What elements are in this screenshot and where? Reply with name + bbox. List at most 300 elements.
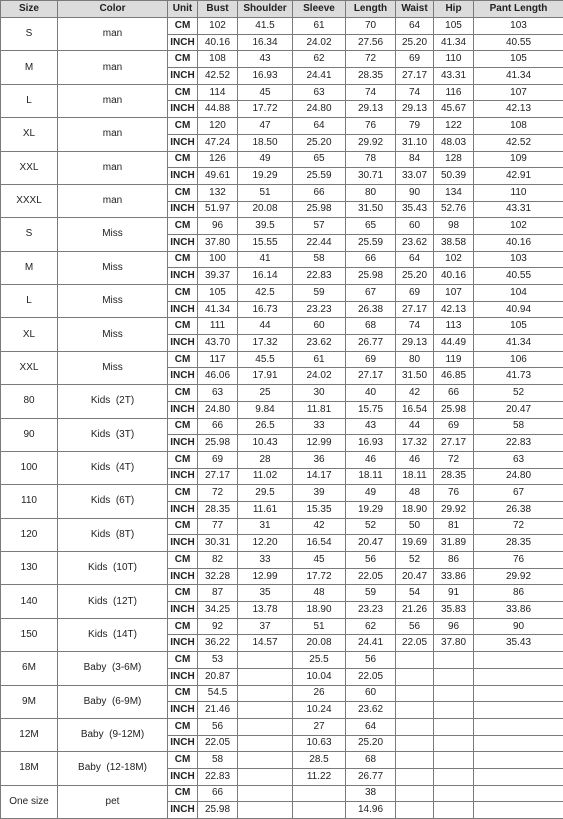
measurement-cell: 31.10 (396, 134, 434, 151)
measurement-cell: 96 (198, 218, 238, 235)
measurement-cell: 114 (198, 84, 238, 101)
measurement-cell (434, 768, 474, 785)
measurement-cell: 23.23 (293, 301, 346, 318)
header-row (1, 1, 563, 18)
size-cell: 150 (1, 618, 58, 651)
measurement-cell: 61 (293, 18, 346, 35)
measurement-cell (238, 785, 293, 802)
measurement-cell (396, 785, 434, 802)
measurement-cell: 59 (346, 585, 396, 602)
measurement-cell: 106 (474, 351, 563, 368)
measurement-cell: 92 (198, 618, 238, 635)
unit-cell: CM (168, 218, 198, 235)
measurement-cell: 22.83 (293, 268, 346, 285)
measurement-cell: 105 (474, 51, 563, 68)
size-cell: 80 (1, 385, 58, 418)
unit-cell: INCH (168, 34, 198, 51)
color-cell: man (58, 151, 168, 184)
measurement-cell: 52 (346, 518, 396, 535)
color-cell: Miss (58, 351, 168, 384)
color-cell: man (58, 51, 168, 84)
measurement-cell: 15.35 (293, 501, 346, 518)
measurement-cell: 43.31 (474, 201, 563, 218)
measurement-cell: 19.29 (238, 168, 293, 185)
measurement-cell: 41.34 (434, 34, 474, 51)
measurement-cell: 64 (396, 18, 434, 35)
color-cell: Baby (6-9M) (58, 685, 168, 718)
table-row (1, 18, 563, 35)
measurement-cell (396, 702, 434, 719)
measurement-cell: 22.44 (293, 234, 346, 251)
measurement-cell: 40.16 (434, 268, 474, 285)
measurement-cell: 23.62 (346, 702, 396, 719)
table-row (1, 652, 563, 669)
table-row (1, 585, 563, 602)
table-row (1, 685, 563, 702)
measurement-cell: 30.71 (346, 168, 396, 185)
unit-cell: CM (168, 752, 198, 769)
measurement-cell: 51 (238, 184, 293, 201)
unit-cell: CM (168, 418, 198, 435)
measurement-cell: 63 (198, 385, 238, 402)
measurement-cell: 105 (474, 318, 563, 335)
measurement-cell: 96 (434, 618, 474, 635)
measurement-cell: 27.17 (346, 368, 396, 385)
measurement-cell: 48 (396, 485, 434, 502)
size-cell: S (1, 218, 58, 251)
measurement-cell: 76 (346, 118, 396, 135)
measurement-cell: 68 (346, 752, 396, 769)
measurement-cell: 41 (238, 251, 293, 268)
measurement-cell: 50.39 (434, 168, 474, 185)
measurement-cell: 47.24 (198, 134, 238, 151)
measurement-cell: 57 (293, 218, 346, 235)
measurement-cell: 107 (434, 285, 474, 302)
measurement-cell: 14.17 (293, 468, 346, 485)
measurement-cell: 26 (293, 685, 346, 702)
measurement-cell: 102 (474, 218, 563, 235)
unit-cell: CM (168, 184, 198, 201)
measurement-cell: 25.98 (293, 201, 346, 218)
table-row (1, 251, 563, 268)
unit-cell: INCH (168, 101, 198, 118)
size-cell: L (1, 84, 58, 117)
measurement-cell: 12.99 (293, 435, 346, 452)
measurement-cell: 65 (293, 151, 346, 168)
measurement-cell: 28.35 (474, 535, 563, 552)
measurement-cell: 28.35 (346, 68, 396, 85)
table-row (1, 318, 563, 335)
unit-cell: CM (168, 351, 198, 368)
unit-cell: INCH (168, 201, 198, 218)
measurement-cell: 76 (474, 552, 563, 569)
measurement-cell: 38.58 (434, 234, 474, 251)
color-cell: man (58, 184, 168, 217)
measurement-cell: 62 (293, 51, 346, 68)
table-row (1, 51, 563, 68)
measurement-cell: 20.47 (346, 535, 396, 552)
measurement-cell: 25.20 (346, 735, 396, 752)
measurement-cell (474, 752, 563, 769)
measurement-cell: 32.28 (198, 568, 238, 585)
size-cell: XXL (1, 351, 58, 384)
measurement-cell: 43.70 (198, 335, 238, 352)
measurement-cell: 70 (346, 18, 396, 35)
measurement-cell: 105 (434, 18, 474, 35)
unit-cell: INCH (168, 335, 198, 352)
measurement-cell (238, 652, 293, 669)
header-waist: Waist (396, 1, 434, 18)
measurement-cell: 23.62 (396, 234, 434, 251)
measurement-cell: 18.11 (396, 468, 434, 485)
measurement-cell: 46.85 (434, 368, 474, 385)
measurement-cell: 66 (346, 251, 396, 268)
measurement-cell: 77 (198, 518, 238, 535)
measurement-cell (238, 685, 293, 702)
table-body (1, 18, 563, 819)
measurement-cell: 48.03 (434, 134, 474, 151)
measurement-cell: 25.59 (293, 168, 346, 185)
measurement-cell: 39.37 (198, 268, 238, 285)
measurement-cell: 26.38 (346, 301, 396, 318)
measurement-cell: 40 (346, 385, 396, 402)
measurement-cell: 21.26 (396, 602, 434, 619)
measurement-cell: 56 (396, 618, 434, 635)
measurement-cell: 21.46 (198, 702, 238, 719)
measurement-cell: 74 (396, 84, 434, 101)
measurement-cell: 19.29 (346, 501, 396, 518)
size-cell: 120 (1, 518, 58, 551)
unit-cell: CM (168, 552, 198, 569)
measurement-cell: 20.47 (396, 568, 434, 585)
measurement-cell: 17.91 (238, 368, 293, 385)
measurement-cell: 27.56 (346, 34, 396, 51)
measurement-cell: 54 (396, 585, 434, 602)
color-cell: Kids (6T) (58, 485, 168, 518)
measurement-cell: 98 (434, 218, 474, 235)
color-cell: Baby (12-18M) (58, 752, 168, 785)
measurement-cell: 66 (293, 184, 346, 201)
color-cell: man (58, 18, 168, 51)
unit-cell: INCH (168, 68, 198, 85)
measurement-cell: 28.5 (293, 752, 346, 769)
measurement-cell: 63 (474, 451, 563, 468)
measurement-cell: 76 (434, 485, 474, 502)
measurement-cell: 102 (198, 18, 238, 35)
measurement-cell: 25.98 (434, 401, 474, 418)
measurement-cell: 24.80 (474, 468, 563, 485)
measurement-cell: 69 (396, 51, 434, 68)
measurement-cell: 29.13 (396, 101, 434, 118)
measurement-cell (434, 668, 474, 685)
measurement-cell: 82 (198, 552, 238, 569)
measurement-cell: 15.75 (346, 401, 396, 418)
measurement-cell: 27 (293, 718, 346, 735)
color-cell: Kids (4T) (58, 451, 168, 484)
measurement-cell: 87 (198, 585, 238, 602)
measurement-cell: 113 (434, 318, 474, 335)
size-cell: 6M (1, 652, 58, 685)
header-bust: Bust (198, 1, 238, 18)
size-cell: 90 (1, 418, 58, 451)
measurement-cell: 18.90 (293, 602, 346, 619)
measurement-cell: 24.41 (346, 635, 396, 652)
measurement-cell: 11.02 (238, 468, 293, 485)
measurement-cell: 49.61 (198, 168, 238, 185)
measurement-cell (434, 718, 474, 735)
measurement-cell: 20.08 (293, 635, 346, 652)
measurement-cell: 33 (293, 418, 346, 435)
measurement-cell: 51.97 (198, 201, 238, 218)
measurement-cell: 29.92 (474, 568, 563, 585)
measurement-cell: 60 (346, 685, 396, 702)
measurement-cell: 80 (346, 184, 396, 201)
measurement-cell: 42 (396, 385, 434, 402)
measurement-cell (238, 668, 293, 685)
measurement-cell: 103 (474, 18, 563, 35)
measurement-cell: 42.5 (238, 285, 293, 302)
measurement-cell (396, 735, 434, 752)
unit-cell: CM (168, 785, 198, 802)
size-cell: One size (1, 785, 58, 818)
measurement-cell: 42.91 (474, 168, 563, 185)
unit-cell: INCH (168, 234, 198, 251)
size-cell: M (1, 251, 58, 284)
measurement-cell: 31.89 (434, 535, 474, 552)
measurement-cell (238, 768, 293, 785)
measurement-cell: 17.72 (293, 568, 346, 585)
header-unit: Unit (168, 1, 198, 18)
measurement-cell (396, 668, 434, 685)
measurement-cell: 25.5 (293, 652, 346, 669)
measurement-cell: 24.41 (293, 68, 346, 85)
measurement-cell: 65 (346, 218, 396, 235)
measurement-cell (474, 768, 563, 785)
measurement-cell: 37.80 (434, 635, 474, 652)
measurement-cell (293, 785, 346, 802)
measurement-cell (474, 685, 563, 702)
measurement-cell: 45 (293, 552, 346, 569)
measurement-cell: 12.99 (238, 568, 293, 585)
measurement-cell: 42.13 (434, 301, 474, 318)
measurement-cell: 60 (396, 218, 434, 235)
unit-cell: CM (168, 718, 198, 735)
measurement-cell: 24.02 (293, 34, 346, 51)
measurement-cell: 134 (434, 184, 474, 201)
measurement-cell: 14.57 (238, 635, 293, 652)
measurement-cell: 30.31 (198, 535, 238, 552)
measurement-cell (474, 735, 563, 752)
measurement-cell: 48 (293, 585, 346, 602)
table-row (1, 184, 563, 201)
unit-cell: CM (168, 118, 198, 135)
unit-cell: CM (168, 151, 198, 168)
measurement-cell: 29.13 (346, 101, 396, 118)
measurement-cell: 16.54 (293, 535, 346, 552)
table-row (1, 451, 563, 468)
measurement-cell: 22.05 (198, 735, 238, 752)
color-cell: man (58, 118, 168, 151)
measurement-cell: 90 (474, 618, 563, 635)
measurement-cell: 28.35 (198, 501, 238, 518)
header-size: Size (1, 1, 58, 18)
unit-cell: CM (168, 685, 198, 702)
measurement-cell: 107 (474, 84, 563, 101)
table-row (1, 118, 563, 135)
measurement-cell: 40.16 (198, 34, 238, 51)
measurement-cell: 40.55 (474, 34, 563, 51)
measurement-cell (396, 768, 434, 785)
table-row (1, 718, 563, 735)
color-cell: Miss (58, 218, 168, 251)
measurement-cell: 51 (293, 618, 346, 635)
measurement-cell: 16.54 (396, 401, 434, 418)
unit-cell: CM (168, 251, 198, 268)
table-row (1, 485, 563, 502)
measurement-cell (474, 785, 563, 802)
size-cell: 110 (1, 485, 58, 518)
unit-cell: CM (168, 318, 198, 335)
table-row (1, 418, 563, 435)
color-cell: Kids (14T) (58, 618, 168, 651)
table-row (1, 518, 563, 535)
size-cell: XL (1, 118, 58, 151)
measurement-cell (238, 752, 293, 769)
measurement-cell (238, 735, 293, 752)
size-cell: XXL (1, 151, 58, 184)
measurement-cell: 111 (198, 318, 238, 335)
size-cell: 18M (1, 752, 58, 785)
measurement-cell: 91 (434, 585, 474, 602)
unit-cell: INCH (168, 535, 198, 552)
measurement-cell: 64 (346, 718, 396, 735)
color-cell: Kids (8T) (58, 518, 168, 551)
measurement-cell: 84 (396, 151, 434, 168)
unit-cell: INCH (168, 602, 198, 619)
measurement-cell: 52 (396, 552, 434, 569)
table-row (1, 151, 563, 168)
unit-cell: CM (168, 51, 198, 68)
measurement-cell: 22.05 (396, 635, 434, 652)
measurement-cell: 20.87 (198, 668, 238, 685)
measurement-cell: 78 (346, 151, 396, 168)
unit-cell: INCH (168, 568, 198, 585)
measurement-cell (396, 752, 434, 769)
header-sleeve: Sleeve (293, 1, 346, 18)
header-color: Color (58, 1, 168, 18)
measurement-cell: 30 (293, 385, 346, 402)
measurement-cell: 22.05 (346, 668, 396, 685)
measurement-cell: 45 (238, 84, 293, 101)
measurement-cell: 66 (198, 418, 238, 435)
unit-cell: CM (168, 585, 198, 602)
measurement-cell: 31.50 (346, 201, 396, 218)
measurement-cell: 39.5 (238, 218, 293, 235)
unit-cell: INCH (168, 134, 198, 151)
measurement-cell: 25.20 (293, 134, 346, 151)
unit-cell: CM (168, 84, 198, 101)
measurement-cell: 44 (396, 418, 434, 435)
measurement-cell: 33.86 (474, 602, 563, 619)
measurement-cell: 23.23 (346, 602, 396, 619)
measurement-cell: 36.22 (198, 635, 238, 652)
measurement-cell: 44.49 (434, 335, 474, 352)
measurement-cell: 40.94 (474, 301, 563, 318)
measurement-cell: 28.35 (434, 468, 474, 485)
measurement-cell: 16.93 (346, 435, 396, 452)
measurement-cell: 79 (396, 118, 434, 135)
size-cell: 12M (1, 718, 58, 751)
unit-cell: INCH (168, 268, 198, 285)
measurement-cell (434, 785, 474, 802)
measurement-cell: 38 (346, 785, 396, 802)
measurement-cell: 25.20 (396, 34, 434, 51)
measurement-cell: 25.20 (396, 268, 434, 285)
measurement-cell: 35.43 (396, 201, 434, 218)
measurement-cell: 56 (346, 552, 396, 569)
measurement-cell: 40.55 (474, 268, 563, 285)
measurement-cell (396, 685, 434, 702)
measurement-cell: 15.55 (238, 234, 293, 251)
measurement-cell: 58 (198, 752, 238, 769)
unit-cell: INCH (168, 768, 198, 785)
measurement-cell: 18.50 (238, 134, 293, 151)
measurement-cell: 117 (198, 351, 238, 368)
unit-cell: INCH (168, 368, 198, 385)
measurement-cell: 128 (434, 151, 474, 168)
unit-cell: CM (168, 618, 198, 635)
measurement-cell: 35 (238, 585, 293, 602)
measurement-cell: 23.62 (293, 335, 346, 352)
measurement-cell: 43 (346, 418, 396, 435)
measurement-cell (474, 802, 563, 819)
measurement-cell: 41.73 (474, 368, 563, 385)
measurement-cell: 25.59 (346, 234, 396, 251)
measurement-cell: 18.90 (396, 501, 434, 518)
measurement-cell: 45.5 (238, 351, 293, 368)
measurement-cell: 16.14 (238, 268, 293, 285)
table-row (1, 218, 563, 235)
color-cell: Kids (10T) (58, 552, 168, 585)
measurement-cell: 109 (474, 151, 563, 168)
measurement-cell: 29.13 (396, 335, 434, 352)
measurement-cell: 47 (238, 118, 293, 135)
measurement-cell: 108 (474, 118, 563, 135)
measurement-cell: 119 (434, 351, 474, 368)
measurement-cell: 62 (346, 618, 396, 635)
measurement-cell: 25 (238, 385, 293, 402)
unit-cell: INCH (168, 435, 198, 452)
measurement-cell: 80 (396, 351, 434, 368)
measurement-cell: 126 (198, 151, 238, 168)
measurement-cell: 27.17 (198, 468, 238, 485)
table-row (1, 618, 563, 635)
measurement-cell: 11.81 (293, 401, 346, 418)
color-cell: Kids (2T) (58, 385, 168, 418)
measurement-cell: 11.22 (293, 768, 346, 785)
measurement-cell: 41.34 (474, 335, 563, 352)
measurement-cell (434, 702, 474, 719)
measurement-cell: 108 (198, 51, 238, 68)
measurement-cell: 69 (434, 418, 474, 435)
measurement-cell: 10.04 (293, 668, 346, 685)
measurement-cell: 24.80 (293, 101, 346, 118)
measurement-cell: 22.83 (198, 768, 238, 785)
measurement-cell: 33 (238, 552, 293, 569)
measurement-cell (474, 718, 563, 735)
measurement-cell: 14.96 (346, 802, 396, 819)
measurement-cell: 16.73 (238, 301, 293, 318)
